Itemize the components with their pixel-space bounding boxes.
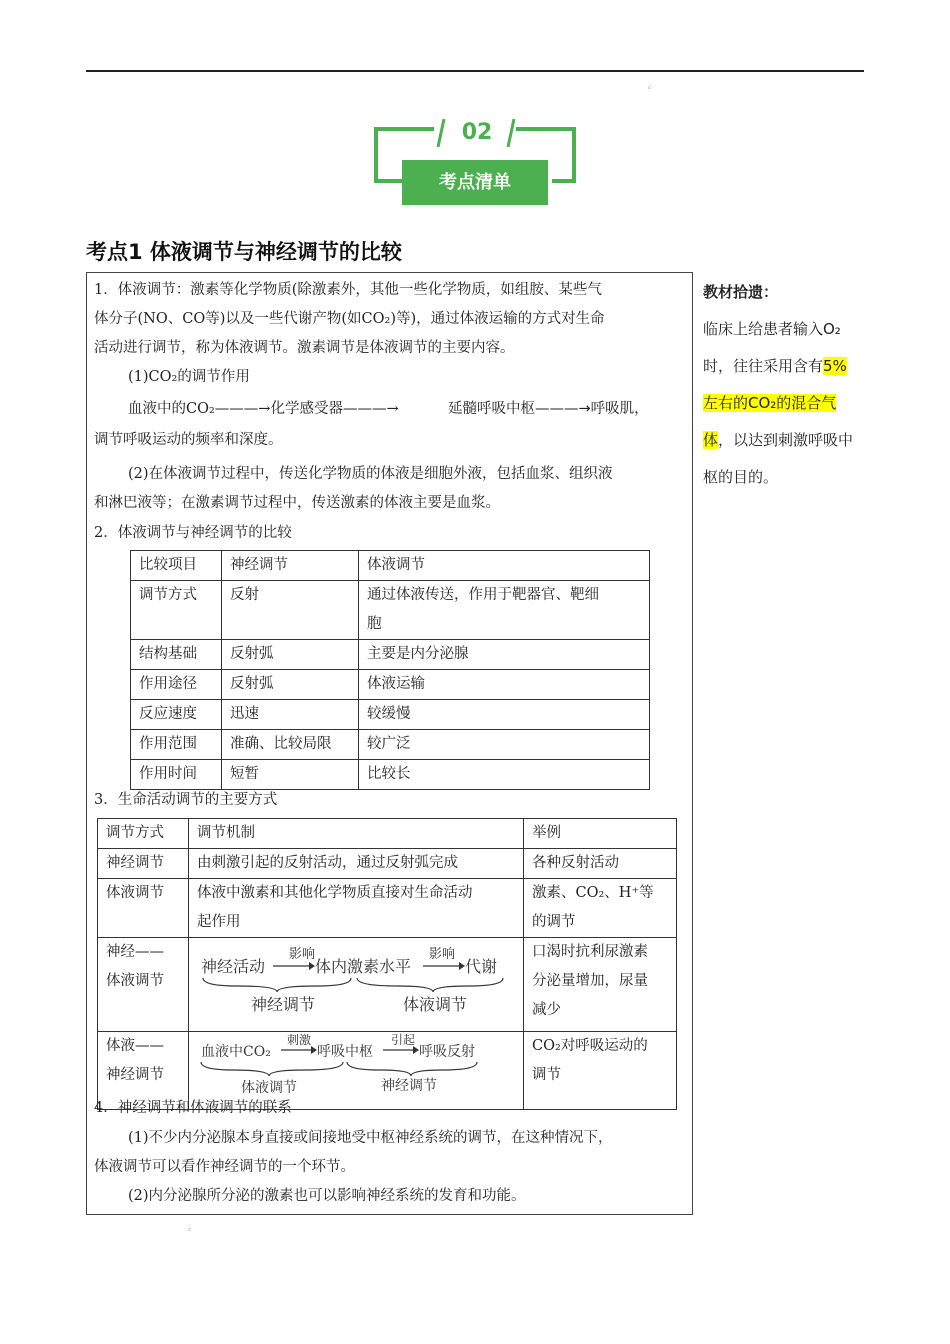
- table-header: 神经调节: [222, 551, 359, 581]
- table-header: 比较项目: [131, 551, 222, 581]
- p2-line1: (2)在体液调节过程中，传送化学物质的体液是细胞外液，包括血浆、组织液: [128, 466, 613, 482]
- table-row: [131, 670, 650, 700]
- table-cell: 反射: [222, 581, 359, 640]
- flow-arrow-label: 影响: [289, 947, 316, 962]
- cell-line: 通过体液传送，作用于靶器官、靶细: [367, 587, 599, 603]
- table-cell: [359, 581, 650, 640]
- table-cell: 反射弧: [222, 640, 359, 670]
- margin-mark: ꜀: [188, 1223, 191, 1232]
- cell-line: 体液中激素和其他化学物质直接对生命活动: [197, 885, 473, 901]
- sidebar-text: 时，往往采用含有: [703, 357, 824, 375]
- cell-line: 胞: [367, 616, 382, 632]
- sidebar-line: 临床上给患者输入O₂: [703, 320, 841, 338]
- table-cell: 作用时间: [131, 760, 222, 790]
- table-header: 调节机制: [189, 819, 524, 849]
- cell-line: 口渴时抗利尿激素: [532, 944, 648, 960]
- sidebar-title: 教材拾遗：: [703, 283, 779, 301]
- cell-line: 起作用: [197, 914, 241, 930]
- p4-1a: (1)不少内分泌腺本身直接或间接地受中枢神经系统的调节，在这种情况下，: [128, 1130, 613, 1146]
- cell-line: 体液——: [106, 1038, 164, 1054]
- table-cell: 准确、比较局限: [222, 730, 359, 760]
- table-cell: 体液调节: [98, 879, 189, 938]
- flow-node: 代谢: [465, 957, 498, 976]
- brace-label: 神经调节: [251, 995, 316, 1014]
- table-cell: [98, 938, 189, 1032]
- sidebar-line: [703, 385, 873, 422]
- table-cell: 迅速: [222, 700, 359, 730]
- cell-line: 调节: [532, 1067, 561, 1083]
- section-title: 考点1 体液调节与神经调节的比较: [86, 240, 402, 264]
- co2-title: (1)CO₂的调节作用: [128, 369, 250, 385]
- table-cell: 由刺激引起的反射活动，通过反射弧完成: [189, 849, 524, 879]
- highlight-text: 5%: [823, 357, 847, 375]
- table-row: [98, 879, 677, 938]
- badge-number: 02: [461, 120, 493, 145]
- flow-node: 血液中CO₂: [201, 1044, 271, 1060]
- cell-line: CO₂对呼吸运动的: [532, 1038, 648, 1054]
- sidebar-line: 枢的目的。: [703, 468, 779, 486]
- table-cell: [524, 938, 677, 1032]
- table-row: [131, 640, 650, 670]
- table-cell: 结构基础: [131, 640, 222, 670]
- p1-line3: 活动进行调节，称为体液调节。激素调节是体液调节的主要内容。: [94, 340, 515, 356]
- flow-diagram-neuro-humoral: [197, 938, 515, 1020]
- badge-label: 考点清单: [402, 160, 548, 205]
- table-cell: 较广泛: [359, 730, 650, 760]
- heading-2: 2．体液调节与神经调节的比较: [94, 525, 292, 541]
- p4-1b: 体液调节可以看作神经调节的一个环节。: [94, 1159, 355, 1175]
- table-row: [98, 849, 677, 879]
- table-cell: 神经调节: [98, 849, 189, 879]
- p1-line2: 体分子(NO、CO等)以及一些代谢产物(如CO₂)等)，通过体液运输的方式对生命: [94, 311, 605, 327]
- table-row: [98, 938, 677, 1032]
- cell-line: 神经——: [106, 944, 164, 960]
- sidebar-line: [703, 422, 873, 459]
- cell-line: 激素、CO₂、H⁺等: [532, 885, 654, 901]
- p4-2: (2)内分泌腺所分泌的激素也可以影响神经系统的发育和功能。: [128, 1188, 526, 1204]
- table-row: [131, 551, 650, 581]
- table-cell: 比较长: [359, 760, 650, 790]
- brace-label: 体液调节: [403, 995, 468, 1014]
- table-header: 调节方式: [98, 819, 189, 849]
- flow-arrow-label: 引起: [391, 1033, 416, 1047]
- flow-node: 呼吸反射: [419, 1044, 475, 1060]
- cell-line: 神经调节: [106, 1067, 164, 1083]
- table-row: [131, 700, 650, 730]
- table-row: [131, 760, 650, 790]
- table-cell: 短暂: [222, 760, 359, 790]
- co2-chain-b: 延髓呼吸中枢———→呼吸肌，: [448, 401, 649, 417]
- table-cell: 体液运输: [359, 670, 650, 700]
- table-header: 举例: [524, 819, 677, 849]
- comparison-table: [130, 550, 650, 790]
- table-row: [131, 730, 650, 760]
- table-cell: 反应速度: [131, 700, 222, 730]
- table-cell: 各种反射活动: [524, 849, 677, 879]
- sidebar-line: [703, 348, 873, 385]
- heading-4: 4．神经调节和体液调节的联系: [94, 1100, 292, 1116]
- heading-3: 3．生命活动调节的主要方式: [94, 792, 278, 808]
- table-cell: [189, 879, 524, 938]
- regulation-table: [97, 818, 677, 1110]
- highlight-text: 体: [703, 431, 719, 449]
- table-row: [98, 819, 677, 849]
- table-cell: 反射弧: [222, 670, 359, 700]
- table-row: [131, 581, 650, 640]
- p1-line1: 1．体液调节：激素等化学物质(除激素外，其他一些化学物质，如组胺、某些气: [94, 282, 602, 298]
- flow-cell: [189, 938, 524, 1032]
- cell-line: 减少: [532, 1002, 561, 1018]
- flow-node: 体内激素水平: [315, 957, 412, 976]
- brace-label: 神经调节: [381, 1078, 437, 1094]
- table-cell: [524, 1032, 677, 1110]
- co2-chain-c: 调节呼吸运动的频率和深度。: [94, 432, 283, 448]
- flow-node: 呼吸中枢: [317, 1044, 373, 1060]
- table-cell: 调节方式: [131, 581, 222, 640]
- highlight-text: 左右的CO₂的混合气: [703, 394, 837, 412]
- table-cell: 较缓慢: [359, 700, 650, 730]
- table-cell: 作用范围: [131, 730, 222, 760]
- flow-arrow-label: 刺激: [287, 1033, 312, 1047]
- table-cell: 作用途径: [131, 670, 222, 700]
- brace-label: 体液调节: [241, 1080, 297, 1096]
- flow-diagram-humoral-neuro: [197, 1032, 497, 1098]
- margin-mark: ꜀: [648, 81, 651, 90]
- cell-line: 的调节: [532, 914, 576, 930]
- table-cell: 主要是内分泌腺: [359, 640, 650, 670]
- cell-line: 分泌量增加，尿量: [532, 973, 648, 989]
- co2-chain-a: 血液中的CO₂———→化学感受器———→: [128, 401, 399, 417]
- header-rule: [86, 70, 864, 72]
- cell-line: 体液调节: [106, 973, 164, 989]
- table-header: 体液调节: [359, 551, 650, 581]
- sidebar-text: ，以达到刺激呼吸中: [718, 431, 854, 449]
- p2-line2: 和淋巴液等；在激素调节过程中，传送激素的体液主要是血浆。: [94, 495, 500, 511]
- flow-arrow-label: 影响: [429, 947, 456, 962]
- table-cell: [524, 879, 677, 938]
- flow-node: 神经活动: [201, 957, 266, 976]
